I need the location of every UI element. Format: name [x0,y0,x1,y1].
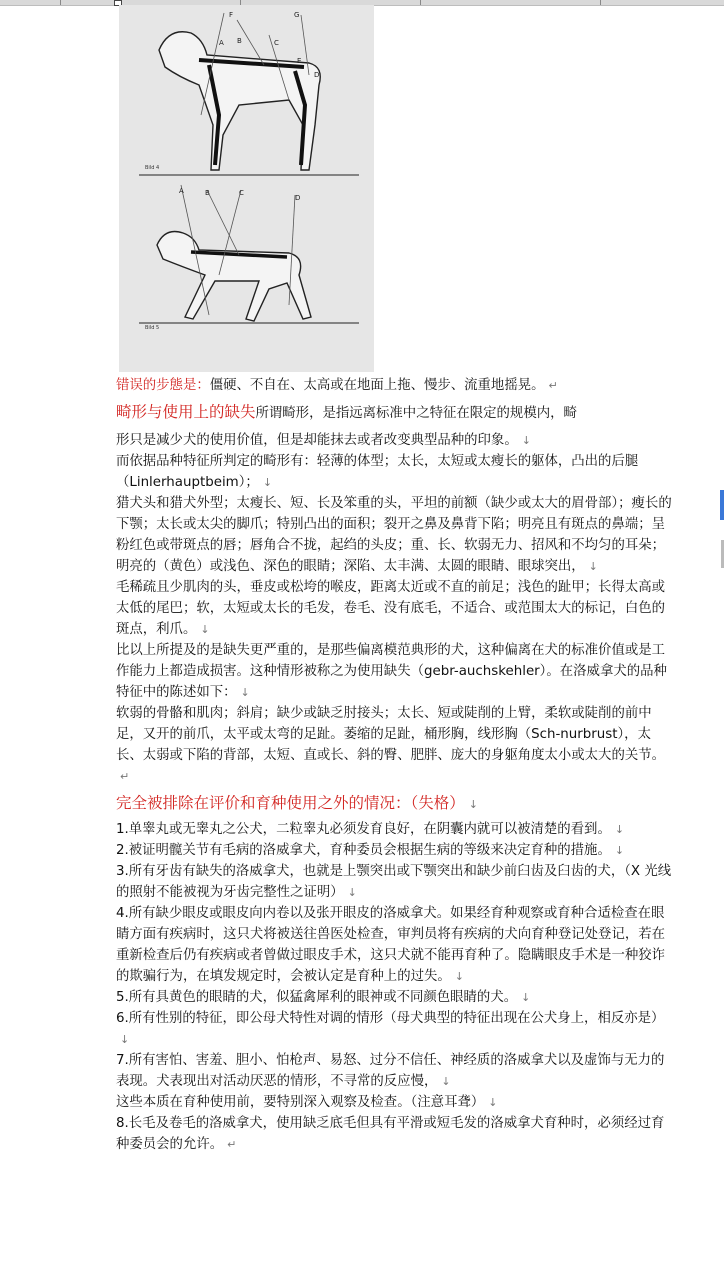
label-d2: D [295,194,301,202]
defects-paragraph-5: 软弱的骨骼和肌肉；斜肩；缺少或缺乏肘接头；太长、短或陡削的上臂，柔软或陡削的前中足，又开的前爪，太平或太弯的足趾。萎缩的足趾，桶形胸，线形胸（Sch-nurbrust），太长、太弱或下陷的背部，太短、直或长、斜的臀、肥胖、庞大的身躯角度太小或太大的关节。↵ [116,706,666,783]
label-f: F [229,11,234,19]
label-e: E [297,57,302,65]
label-d: D [314,71,320,79]
exclusion-item: 6.所有性别的特征，即公母犬特性对调的情形（母犬典型的特征出现在公犬身上，相反亦是）↓ [116,1011,665,1046]
defects-paragraph-1: 而依据品种特征所判定的畸形有：轻薄的体型；太长，太短或太瘦长的躯体，凸出的后腿（Linlerhauptbeim）； ↓ [116,454,639,490]
dog-skeleton-figure [119,5,374,372]
exclusion-item: 1.单睾丸或无睾丸之公犬，二粒睾丸必须发育良好，在阴囊内就可以被清楚的看到。 ↓ [116,822,625,837]
label-b: B [237,37,242,45]
document-body [116,375,674,1155]
error-steps-line: 错误的步態是：僵硬、不自在、太高或在地面上拖、慢步、流重地摇晃。 ↵ [116,378,558,393]
label-a: A [219,39,224,47]
defects-paragraph-2: 猎犬头和猎犬外型；太瘦长、短、长及笨重的头，平坦的前额（缺少或太大的眉骨部）；瘦长的下颚；太长或太尖的脚爪；特别凸出的面积；裂开之鼻及鼻背下陷；明亮且有斑点的鼻端；呈粉红色或带斑点的唇；唇角合不拢，起绉的头皮；重、长、软弱无力、招风和不均匀的耳朵；明亮的（黄色）或浅色、深色的眼睛；深陷、太丰满、太圆的眼睛、眼球突出， ↓ [116,496,672,574]
exclusion-item: 8.长毛及卷毛的洛威拿犬，使用缺乏底毛但具有平滑或短毛发的洛威拿犬育种时，必须经过育种委员会的允许。 ↵ [116,1116,665,1152]
label-g: G [294,11,300,19]
caption-bild-5: Bild 5 [145,325,160,331]
scrollbar-thumb[interactable] [720,490,724,520]
defects-intro-line-1 [116,402,674,424]
exclusion-item: 2.被证明髋关节有毛病的洛威拿犬，育种委员会根据生病的等级来决定育种的措施。 ↓ [116,843,625,858]
defects-intro-line-2: 形只是减少犬的使用价值，但是却能抹去或者改变典型品种的印象。 ↓ [116,433,531,448]
exclusion-heading: 完全被排除在评价和育种使用之外的情况：（失格） ↓ [116,794,478,812]
label-c: C [274,39,279,47]
skeleton-drawing [119,5,374,372]
error-steps-label: 错误的步態是： [116,378,210,393]
defects-heading: 畸形与使用上的缺失 [116,403,256,421]
label-a2: A [179,187,184,195]
exclusion-list [116,819,674,1155]
defects-intro-1: 所谓畸形，是指远离标准中之特征在限定的规模内，畸 [255,406,577,421]
caption-bild-4: Bild 4 [145,165,160,171]
label-c2: C [239,189,244,197]
exclusion-item: 7.所有害怕、害羞、胆小、怕枪声、易怒、过分不信任、神经质的洛威拿犬以及虚饰与无力的表现。犬表现出对活动厌恶的情形，不寻常的反应慢， ↓ [116,1053,665,1089]
error-steps-text: 僵硬、不自在、太高或在地面上拖、慢步、流重地摇晃。 [209,378,545,393]
exclusion-item: 5.所有具黄色的眼睛的犬，似猛禽犀利的眼神或不同颜色眼睛的犬。 ↓ [116,990,531,1005]
exclusion-item: 4.所有缺少眼皮或眼皮向内卷以及张开眼皮的洛威拿犬。如果经育种观察或育种合适检查在眼睛方面有疾病时，这只犬将被送往兽医处检查，审判员将有疾病的犬向育种登记处登记，若在重新检查后仍有疾病或者曾做过眼皮手术，这只犬就不能再育种了。隐瞒眼皮手术是一种狡诈的欺骗行为，在填发规定时，会被认定是育种上的过失。 ↓ [116,906,666,984]
defects-paragraph-3: 毛稀疏且少肌肉的头，垂皮或松垮的喉皮，距离太近或不直的前足；浅色的趾甲；长得太高或太低的尾巴；软，太短或太长的毛发，卷毛、没有底毛，不适合、或范围太大的标记，白色的斑点，利爪。 ↓ [116,580,666,637]
exclusion-item: 3.所有牙齿有缺失的洛威拿犬，也就是上颚突出或下颚突出和缺少前臼齿及臼齿的犬，（X 光线的照射不能被视为牙齿完整性之证明） ↓ [116,864,672,900]
defects-paragraph-4: 比以上所提及的是缺失更严重的，是那些偏离模范典形的犬，这种偏离在犬的标准价值或是工作能力上都造成损害。这种情形被称之为使用缺失（gebr-auchskehler）。在洛威拿犬的品种特征中的陈述如下： ↓ [116,643,667,700]
exclusion-item: 这些本质在育种使用前，要特别深入观察及检查。（注意耳聋） ↓ [116,1095,498,1110]
label-b2: B [205,189,210,197]
